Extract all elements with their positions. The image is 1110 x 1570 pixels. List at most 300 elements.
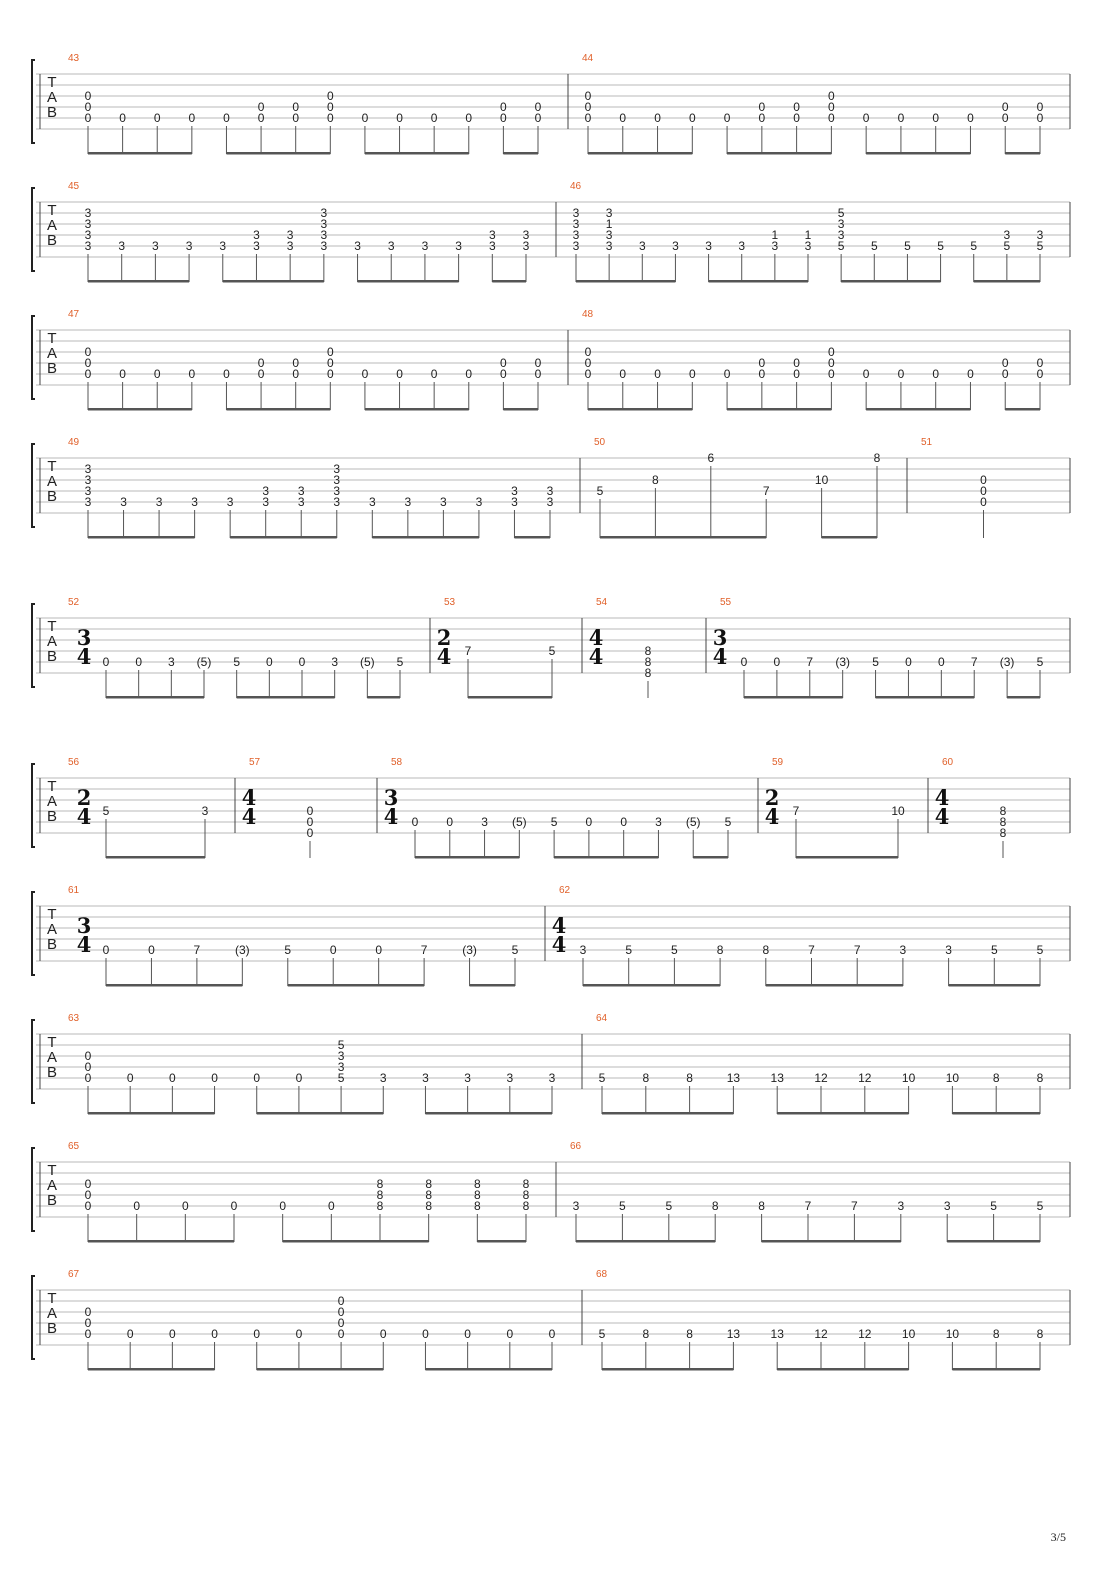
tab-staff <box>32 309 1070 411</box>
fret-number: 0 <box>188 367 196 381</box>
note-beam <box>876 696 975 699</box>
note-beam <box>796 856 898 859</box>
fret-number: 3 <box>488 228 496 242</box>
note-beam <box>88 1240 234 1243</box>
system-bracket <box>32 1276 35 1359</box>
fret-number: 3 <box>320 206 328 220</box>
fret-number: 10 <box>945 1327 960 1341</box>
fret-number: 0 <box>584 367 592 381</box>
tab-clef-letter: B <box>46 1064 58 1081</box>
fret-number: 5 <box>625 943 633 957</box>
fret-number: 3 <box>84 206 92 220</box>
measure <box>68 885 519 987</box>
measure-number: 57 <box>249 757 261 768</box>
time-signature-top: 2 <box>436 625 452 650</box>
fret-number: 3 <box>333 484 341 498</box>
note-beam <box>822 536 877 539</box>
fret-number: 0 <box>1036 367 1044 381</box>
fret-number: 0 <box>758 111 766 125</box>
fret-number: 0 <box>84 100 92 114</box>
fret-number: 8 <box>376 1199 384 1213</box>
fret-number: 3 <box>837 228 845 242</box>
tab-clef-letter: A <box>46 1305 58 1322</box>
tab-clef-letter: B <box>46 1320 58 1337</box>
fret-number: 5 <box>550 815 558 829</box>
note-beam <box>503 408 538 411</box>
fret-number: 0 <box>306 815 314 829</box>
fret-number: 10 <box>814 473 829 487</box>
fret-number: 0 <box>253 1071 261 1085</box>
fret-number: 0 <box>326 111 334 125</box>
tab-clef-letter: A <box>46 921 58 938</box>
fret-number: 0 <box>84 1177 92 1191</box>
fret-number: 13 <box>726 1327 741 1341</box>
fret-number: 0 <box>422 1327 429 1341</box>
time-signature-bottom: 4 <box>76 644 92 669</box>
note-beam <box>1007 696 1040 699</box>
fret-number: 0 <box>828 356 835 370</box>
fret-number: 0 <box>620 815 628 829</box>
fret-number: 7 <box>464 644 472 658</box>
fret-number: 0 <box>548 1327 556 1341</box>
note-beam <box>106 696 204 699</box>
tab-staff <box>32 181 1070 283</box>
note-beam <box>949 984 1040 987</box>
fret-number: 3 <box>548 1071 556 1085</box>
fret-number: 7 <box>806 655 814 669</box>
fret-number: 0 <box>257 111 265 125</box>
note-beam <box>1005 408 1040 411</box>
fret-number: 0 <box>119 367 126 381</box>
fret-number: 3 <box>464 1071 471 1085</box>
note-beam <box>1005 152 1040 155</box>
fret-number: 13 <box>726 1071 741 1085</box>
fret-number: 5 <box>511 943 519 957</box>
fret-number: 7 <box>762 484 770 498</box>
fret-number: 3 <box>511 484 518 498</box>
time-signature-top: 2 <box>76 785 92 810</box>
fret-number: 0 <box>1001 100 1009 114</box>
fret-number: 0 <box>292 111 300 125</box>
fret-number: 0 <box>396 111 403 125</box>
measure-number: 59 <box>772 757 784 768</box>
fret-number: 0 <box>337 1294 345 1308</box>
tab-clef-letter: A <box>46 89 58 106</box>
fret-number: 3 <box>605 239 613 253</box>
fret-number: 0 <box>84 1327 92 1341</box>
fret-number: 8 <box>425 1188 433 1202</box>
fret-number: 0 <box>223 367 230 381</box>
fret-number: 0 <box>584 356 592 370</box>
fret-number: 0 <box>828 100 835 114</box>
note-beam <box>693 856 728 859</box>
fret-number: 5 <box>1036 655 1044 669</box>
fret-number: 3 <box>579 943 587 957</box>
note-beam <box>372 536 479 539</box>
fret-number: 3 <box>481 815 488 829</box>
fret-number: 5 <box>102 804 110 818</box>
note-beam <box>88 536 195 539</box>
fret-number: 8 <box>644 644 652 658</box>
fret-number: 0 <box>253 1327 261 1341</box>
fret-number: 0 <box>758 367 766 381</box>
fret-number: 8 <box>758 1199 765 1213</box>
fret-number: 1 <box>605 217 613 231</box>
fret-number: 8 <box>473 1188 481 1202</box>
note-beam <box>288 984 424 987</box>
measure <box>582 309 1044 411</box>
fret-number: 3 <box>320 228 328 242</box>
fret-number: (5) <box>685 815 701 829</box>
fret-number: (5) <box>511 815 527 829</box>
fret-number: 8 <box>522 1188 530 1202</box>
fret-number: 8 <box>999 804 1007 818</box>
fret-number: 3 <box>297 484 305 498</box>
fret-number: 3 <box>297 495 305 509</box>
fret-number: 5 <box>665 1199 673 1213</box>
note-beam <box>744 696 843 699</box>
fret-number: 5 <box>870 239 878 253</box>
time-signature-top: 3 <box>76 625 92 650</box>
fret-number: 8 <box>873 451 881 465</box>
fret-number: (5) <box>196 655 212 669</box>
fret-number: 0 <box>905 655 912 669</box>
fret-number: 3 <box>219 239 227 253</box>
fret-number: 8 <box>425 1177 433 1191</box>
measure <box>596 1269 1044 1371</box>
tab-staff <box>32 1013 1070 1115</box>
measure-number: 62 <box>559 885 571 896</box>
tab-clef-letter: T <box>47 618 57 635</box>
fret-number: 6 <box>707 451 715 465</box>
fret-number: 8 <box>762 943 770 957</box>
fret-number: 0 <box>723 367 731 381</box>
fret-number: 5 <box>1003 239 1011 253</box>
fret-number: 0 <box>980 495 987 509</box>
fret-number: 5 <box>1036 1199 1044 1213</box>
note-beam <box>602 1368 733 1371</box>
system-bracket <box>32 1148 35 1231</box>
fret-number: 0 <box>1036 356 1044 370</box>
fret-number: 0 <box>534 100 542 114</box>
fret-number: 0 <box>169 1071 176 1085</box>
fret-number: 0 <box>329 943 337 957</box>
fret-number: 0 <box>84 1199 92 1213</box>
fret-number: 0 <box>84 111 92 125</box>
note-beam <box>88 1112 215 1115</box>
time-signature-top: 4 <box>551 913 567 938</box>
time-signature-bottom: 4 <box>588 644 604 669</box>
fret-number: 3 <box>511 495 518 509</box>
measure <box>594 437 881 539</box>
tab-clef-letter: T <box>47 1290 57 1307</box>
fret-number: 0 <box>135 655 143 669</box>
note-beam <box>866 152 970 155</box>
fret-number: 8 <box>686 1071 693 1085</box>
measure <box>713 597 1044 699</box>
system-bracket <box>32 60 35 143</box>
note-beam <box>576 1240 715 1243</box>
measure-number: 45 <box>68 181 80 192</box>
note-beam <box>358 280 459 283</box>
fret-number: 8 <box>376 1177 384 1191</box>
measure-number: 66 <box>570 1141 582 1152</box>
fret-number: 0 <box>584 111 592 125</box>
fret-number: 0 <box>793 367 800 381</box>
fret-number: 0 <box>211 1071 218 1085</box>
tab-clef-letter: T <box>47 1034 57 1051</box>
note-beam <box>88 408 192 411</box>
fret-number: 5 <box>284 943 292 957</box>
fret-number: 3 <box>804 239 812 253</box>
measure-number: 65 <box>68 1141 80 1152</box>
note-beam <box>514 536 550 539</box>
measure <box>68 181 530 283</box>
fret-number: 0 <box>84 1060 92 1074</box>
fret-number: 0 <box>862 111 870 125</box>
time-signature-bottom: 4 <box>712 644 728 669</box>
fret-number: 3 <box>638 239 646 253</box>
fret-number: 0 <box>169 1327 176 1341</box>
fret-number: 0 <box>148 943 155 957</box>
fret-number: 3 <box>354 239 361 253</box>
fret-number: 7 <box>792 804 800 818</box>
note-beam <box>425 1368 552 1371</box>
fret-number: 3 <box>84 462 92 476</box>
fret-number: 3 <box>899 943 907 957</box>
fret-number: 0 <box>84 367 92 381</box>
fret-number: 0 <box>84 1316 92 1330</box>
fret-number: 1 <box>771 228 779 242</box>
fret-number: 3 <box>286 228 294 242</box>
fret-number: 3 <box>226 495 234 509</box>
fret-number: 0 <box>84 1188 92 1202</box>
fret-number: 3 <box>488 239 496 253</box>
fret-number: 0 <box>181 1199 189 1213</box>
tab-clef-letter: B <box>46 360 58 377</box>
fret-number: 8 <box>644 666 652 680</box>
fret-number: 0 <box>619 367 627 381</box>
note-beam <box>425 1112 552 1115</box>
fret-number: 3 <box>605 206 613 220</box>
fret-number: 0 <box>337 1327 345 1341</box>
tab-clef-letter: T <box>47 906 57 923</box>
measure-number: 53 <box>444 597 456 608</box>
fret-number: 0 <box>723 111 731 125</box>
fret-number: 8 <box>376 1188 384 1202</box>
page-number: 3/5 <box>1050 1530 1066 1544</box>
fret-number: 5 <box>724 815 732 829</box>
fret-number: 8 <box>686 1327 693 1341</box>
note-beam <box>727 152 831 155</box>
time-signature-top: 3 <box>383 785 399 810</box>
fret-number: 0 <box>585 815 593 829</box>
fret-number: 3 <box>572 1199 580 1213</box>
measure-number: 44 <box>582 53 594 64</box>
fret-number: 0 <box>584 89 592 103</box>
fret-number: 0 <box>500 356 507 370</box>
fret-number: 8 <box>642 1327 650 1341</box>
fret-number: 3 <box>738 239 746 253</box>
fret-number: 3 <box>337 1049 345 1063</box>
fret-number: 8 <box>522 1199 530 1213</box>
fret-number: 5 <box>970 239 978 253</box>
measure-number: 52 <box>68 597 80 608</box>
fret-number: 5 <box>904 239 911 253</box>
fret-number: 0 <box>306 826 314 840</box>
fret-number: 0 <box>379 1327 387 1341</box>
fret-number: 0 <box>584 100 592 114</box>
fret-number: 5 <box>596 484 604 498</box>
fret-number: 0 <box>337 1316 345 1330</box>
fret-number: 0 <box>126 1327 134 1341</box>
time-signature-bottom: 4 <box>76 932 92 957</box>
fret-number: 3 <box>943 1199 951 1213</box>
fret-number: 5 <box>598 1071 606 1085</box>
fret-number: 0 <box>446 815 454 829</box>
note-beam <box>226 152 330 155</box>
measure <box>68 1141 530 1243</box>
fret-number: 3 <box>837 217 845 231</box>
fret-number: 3 <box>84 495 92 509</box>
note-beam <box>257 1368 384 1371</box>
fret-number: 3 <box>331 655 339 669</box>
fret-number: 0 <box>688 111 696 125</box>
fret-number: 0 <box>326 356 334 370</box>
fret-number: 3 <box>455 239 462 253</box>
measure <box>596 1013 1044 1115</box>
fret-number: 3 <box>253 239 260 253</box>
fret-number: 3 <box>262 495 270 509</box>
fret-number: 3 <box>84 239 92 253</box>
system-bracket <box>32 316 35 399</box>
fret-number: 3 <box>522 228 530 242</box>
fret-number: 1 <box>804 228 812 242</box>
fret-number: 0 <box>1036 111 1044 125</box>
fret-number: 3 <box>421 239 429 253</box>
measure <box>935 757 1007 858</box>
fret-number: 8 <box>716 943 724 957</box>
note-beam <box>588 152 692 155</box>
tab-clef-letter: B <box>46 808 58 825</box>
fret-number: 3 <box>84 217 92 231</box>
fret-number: 0 <box>619 111 627 125</box>
fret-number: 3 <box>705 239 712 253</box>
note-beam <box>106 984 242 987</box>
note-beam <box>974 280 1040 283</box>
fret-number: 5 <box>337 1038 345 1052</box>
measure <box>68 757 209 859</box>
fret-number: 10 <box>891 804 905 818</box>
measure-number: 47 <box>68 309 80 320</box>
fret-number: 0 <box>396 367 403 381</box>
fret-number: 0 <box>84 345 92 359</box>
note-beam <box>554 856 658 859</box>
fret-number: 7 <box>420 943 428 957</box>
fret-number: 0 <box>534 367 542 381</box>
fret-number: 0 <box>361 111 369 125</box>
fret-number: 0 <box>654 111 661 125</box>
fret-number: 3 <box>253 228 260 242</box>
system-bracket <box>32 188 35 271</box>
fret-number: 7 <box>853 943 861 957</box>
fret-number: 7 <box>808 943 815 957</box>
fret-number: 5 <box>990 943 998 957</box>
fret-number: 3 <box>320 217 328 231</box>
fret-number: 0 <box>430 111 438 125</box>
fret-number: 0 <box>758 356 766 370</box>
fret-number: 3 <box>506 1071 514 1085</box>
fret-number: 0 <box>84 89 92 103</box>
fret-number: 0 <box>828 345 835 359</box>
tab-staff <box>32 437 1070 539</box>
fret-number: 3 <box>191 495 198 509</box>
measure-number: 60 <box>942 757 954 768</box>
tab-clef-letter: T <box>47 202 57 219</box>
tab-clef-letter: A <box>46 633 58 650</box>
fret-number: 3 <box>368 495 376 509</box>
fret-number: 0 <box>84 1049 92 1063</box>
fret-number: 0 <box>119 111 126 125</box>
note-beam <box>841 280 940 283</box>
time-signature-bottom: 4 <box>764 804 780 829</box>
fret-number: 0 <box>133 1199 141 1213</box>
fret-number: 5 <box>619 1199 626 1213</box>
fret-number: 8 <box>999 826 1007 840</box>
fret-number: 0 <box>967 367 974 381</box>
fret-number: 0 <box>773 655 781 669</box>
fret-number: 0 <box>932 111 940 125</box>
fret-number: 0 <box>230 1199 238 1213</box>
fret-number: 0 <box>980 484 987 498</box>
fret-number: 7 <box>804 1199 812 1213</box>
fret-number: 0 <box>828 367 835 381</box>
measure-number: 64 <box>596 1013 608 1024</box>
fret-number: 0 <box>897 367 905 381</box>
fret-number: 0 <box>126 1071 134 1085</box>
fret-number: 0 <box>295 1071 303 1085</box>
note-beam <box>257 1112 384 1115</box>
fret-number: 0 <box>464 1327 471 1341</box>
time-signature-bottom: 4 <box>551 932 567 957</box>
fret-number: 0 <box>465 367 473 381</box>
note-beam <box>88 280 189 283</box>
tab-clef-letter: T <box>47 330 57 347</box>
fret-number: 0 <box>500 367 507 381</box>
fret-number: 3 <box>320 239 328 253</box>
note-beam <box>727 408 831 411</box>
note-beam <box>602 1112 733 1115</box>
fret-number: 10 <box>901 1071 916 1085</box>
fret-number: 0 <box>411 815 419 829</box>
time-signature-top: 4 <box>241 785 257 810</box>
fret-number: 3 <box>155 495 163 509</box>
fret-number: 0 <box>279 1199 287 1213</box>
fret-number: 3 <box>605 228 613 242</box>
fret-number: 0 <box>102 655 110 669</box>
note-beam <box>367 696 400 699</box>
fret-number: 3 <box>655 815 662 829</box>
fret-number: 0 <box>188 111 196 125</box>
note-beam <box>952 1112 1040 1115</box>
note-beam <box>952 1368 1040 1371</box>
tab-clef-letter: A <box>46 217 58 234</box>
fret-number: 3 <box>945 943 952 957</box>
measure <box>68 437 554 539</box>
fret-number: (3) <box>999 655 1015 669</box>
fret-number: 0 <box>84 1071 92 1085</box>
fret-number: 0 <box>257 367 265 381</box>
